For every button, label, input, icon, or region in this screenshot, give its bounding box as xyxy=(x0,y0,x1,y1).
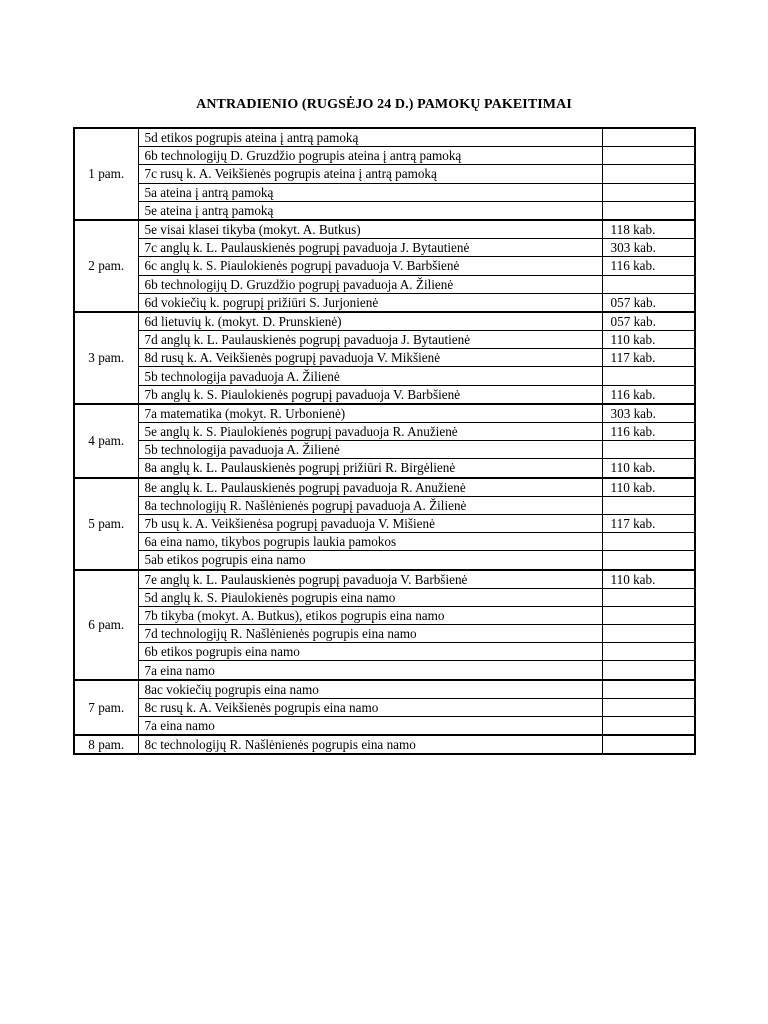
period-cell: 4 pam. xyxy=(74,404,138,478)
room-cell xyxy=(602,735,695,754)
change-cell: 8a anglų k. L. Paulauskienės pogrupį prižiūri R. Birgėlienė xyxy=(138,459,602,478)
room-cell: 110 kab. xyxy=(602,459,695,478)
room-cell: 110 kab. xyxy=(602,478,695,497)
table-row xyxy=(74,478,695,497)
room-cell xyxy=(602,661,695,680)
room-cell xyxy=(602,680,695,699)
period-cell: 1 pam. xyxy=(74,128,138,220)
room-cell xyxy=(602,606,695,624)
table-row xyxy=(74,220,695,239)
room-cell xyxy=(602,165,695,183)
room-cell xyxy=(602,588,695,606)
room-cell xyxy=(602,533,695,551)
change-cell: 5a ateina į antrą pamoką xyxy=(138,183,602,201)
room-cell xyxy=(602,551,695,570)
room-cell xyxy=(602,147,695,165)
room-cell xyxy=(602,625,695,643)
change-cell: 7a eina namo xyxy=(138,717,602,736)
table-row xyxy=(74,349,695,367)
change-cell: 8d rusų k. A. Veikšienės pogrupį pavaduoja V. Mikšienė xyxy=(138,349,602,367)
room-cell xyxy=(602,275,695,293)
change-cell: 8a technologijų R. Našlėnienės pogrupį pavaduoja A. Žilienė xyxy=(138,496,602,514)
table-row xyxy=(74,275,695,293)
room-cell: 110 kab. xyxy=(602,570,695,589)
table-row xyxy=(74,183,695,201)
table-row xyxy=(74,625,695,643)
table-row xyxy=(74,331,695,349)
change-cell: 7c anglų k. L. Paulauskienės pogrupį pavaduoja J. Bytautienė xyxy=(138,239,602,257)
table-row xyxy=(74,257,695,275)
change-cell: 6d lietuvių k. (mokyt. D. Prunskienė) xyxy=(138,312,602,331)
table-row xyxy=(74,459,695,478)
change-cell: 5ab etikos pogrupis eina namo xyxy=(138,551,602,570)
table-row xyxy=(74,533,695,551)
room-cell: 116 kab. xyxy=(602,257,695,275)
change-cell: 5b technologija pavaduoja A. Žilienė xyxy=(138,367,602,385)
table-row xyxy=(74,698,695,716)
change-cell: 7b tikyba (mokyt. A. Butkus), etikos pogrupis eina namo xyxy=(138,606,602,624)
table-row xyxy=(74,239,695,257)
room-cell: 118 kab. xyxy=(602,220,695,239)
change-cell: 6a eina namo, tikybos pogrupis laukia pamokos xyxy=(138,533,602,551)
change-cell: 8c technologijų R. Našlėnienės pogrupis eina namo xyxy=(138,735,602,754)
table-row xyxy=(74,165,695,183)
table-row xyxy=(74,570,695,589)
table-row xyxy=(74,293,695,312)
change-cell: 8e anglų k. L. Paulauskienės pogrupį pavaduoja R. Anužienė xyxy=(138,478,602,497)
room-cell xyxy=(602,128,695,147)
change-cell: 7a matematika (mokyt. R. Urbonienė) xyxy=(138,404,602,423)
room-cell: 303 kab. xyxy=(602,239,695,257)
change-cell: 6b technologijų D. Gruzdžio pogrupis ateina į antrą pamoką xyxy=(138,147,602,165)
room-cell xyxy=(602,183,695,201)
table-row xyxy=(74,385,695,404)
change-cell: 5d anglų k. S. Piaulokienės pogrupis eina namo xyxy=(138,588,602,606)
table-row xyxy=(74,201,695,220)
change-cell: 6b technologijų D. Gruzdžio pogrupį pavaduoja A. Žilienė xyxy=(138,275,602,293)
period-cell: 7 pam. xyxy=(74,680,138,736)
room-cell xyxy=(602,201,695,220)
table-row xyxy=(74,423,695,441)
period-cell: 8 pam. xyxy=(74,735,138,754)
period-cell: 6 pam. xyxy=(74,570,138,680)
table-row xyxy=(74,717,695,736)
change-cell: 6b etikos pogrupis eina namo xyxy=(138,643,602,661)
change-cell: 7d technologijų R. Našlėnienės pogrupis eina namo xyxy=(138,625,602,643)
room-cell: 110 kab. xyxy=(602,331,695,349)
page-title: ANTRADIENIO (RUGSĖJO 24 D.) PAMOKŲ PAKEITIMAI xyxy=(196,97,572,112)
table-row xyxy=(74,496,695,514)
table-row xyxy=(74,643,695,661)
room-cell: 117 kab. xyxy=(602,514,695,532)
room-cell: 057 kab. xyxy=(602,293,695,312)
room-cell xyxy=(602,367,695,385)
room-cell: 117 kab. xyxy=(602,349,695,367)
period-cell: 3 pam. xyxy=(74,312,138,404)
period-cell: 2 pam. xyxy=(74,220,138,312)
change-cell: 7e anglų k. L. Paulauskienės pogrupį pavaduoja V. Barbšienė xyxy=(138,570,602,589)
table-row xyxy=(74,147,695,165)
table-row xyxy=(74,680,695,699)
table-row xyxy=(74,128,695,147)
room-cell xyxy=(602,643,695,661)
table-row xyxy=(74,606,695,624)
schedule-table xyxy=(73,127,696,755)
table-row xyxy=(74,588,695,606)
period-cell: 5 pam. xyxy=(74,478,138,570)
table-row xyxy=(74,441,695,459)
change-cell: 8c rusų k. A. Veikšienės pogrupis eina namo xyxy=(138,698,602,716)
table-row xyxy=(74,367,695,385)
change-cell: 6d vokiečių k. pogrupį prižiūri S. Jurjonienė xyxy=(138,293,602,312)
change-cell: 5e visai klasei tikyba (mokyt. A. Butkus) xyxy=(138,220,602,239)
room-cell xyxy=(602,441,695,459)
schedule-body xyxy=(74,128,695,754)
change-cell: 5e ateina į antrą pamoką xyxy=(138,201,602,220)
room-cell xyxy=(602,496,695,514)
room-cell: 303 kab. xyxy=(602,404,695,423)
change-cell: 6c anglų k. S. Piaulokienės pogrupį pavaduoja V. Barbšienė xyxy=(138,257,602,275)
table-row xyxy=(74,735,695,754)
change-cell: 7d anglų k. L. Paulauskienės pogrupį pavaduoja J. Bytautienė xyxy=(138,331,602,349)
table-row xyxy=(74,514,695,532)
change-cell: 7c rusų k. A. Veikšienės pogrupis ateina į antrą pamoką xyxy=(138,165,602,183)
room-cell: 057 kab. xyxy=(602,312,695,331)
table-row xyxy=(74,661,695,680)
table-row xyxy=(74,551,695,570)
change-cell: 7a eina namo xyxy=(138,661,602,680)
change-cell: 8ac vokiečių pogrupis eina namo xyxy=(138,680,602,699)
change-cell: 5e anglų k. S. Piaulokienės pogrupį pavaduoja R. Anužienė xyxy=(138,423,602,441)
table-row xyxy=(74,404,695,423)
change-cell: 5b technologija pavaduoja A. Žilienė xyxy=(138,441,602,459)
change-cell: 7b usų k. A. Veikšienėsa pogrupį pavaduoja V. Mišienė xyxy=(138,514,602,532)
room-cell: 116 kab. xyxy=(602,423,695,441)
room-cell xyxy=(602,698,695,716)
change-cell: 7b anglų k. S. Piaulokienės pogrupį pavaduoja V. Barbšienė xyxy=(138,385,602,404)
table-row xyxy=(74,312,695,331)
room-cell xyxy=(602,717,695,736)
change-cell: 5d etikos pogrupis ateina į antrą pamoką xyxy=(138,128,602,147)
room-cell: 116 kab. xyxy=(602,385,695,404)
